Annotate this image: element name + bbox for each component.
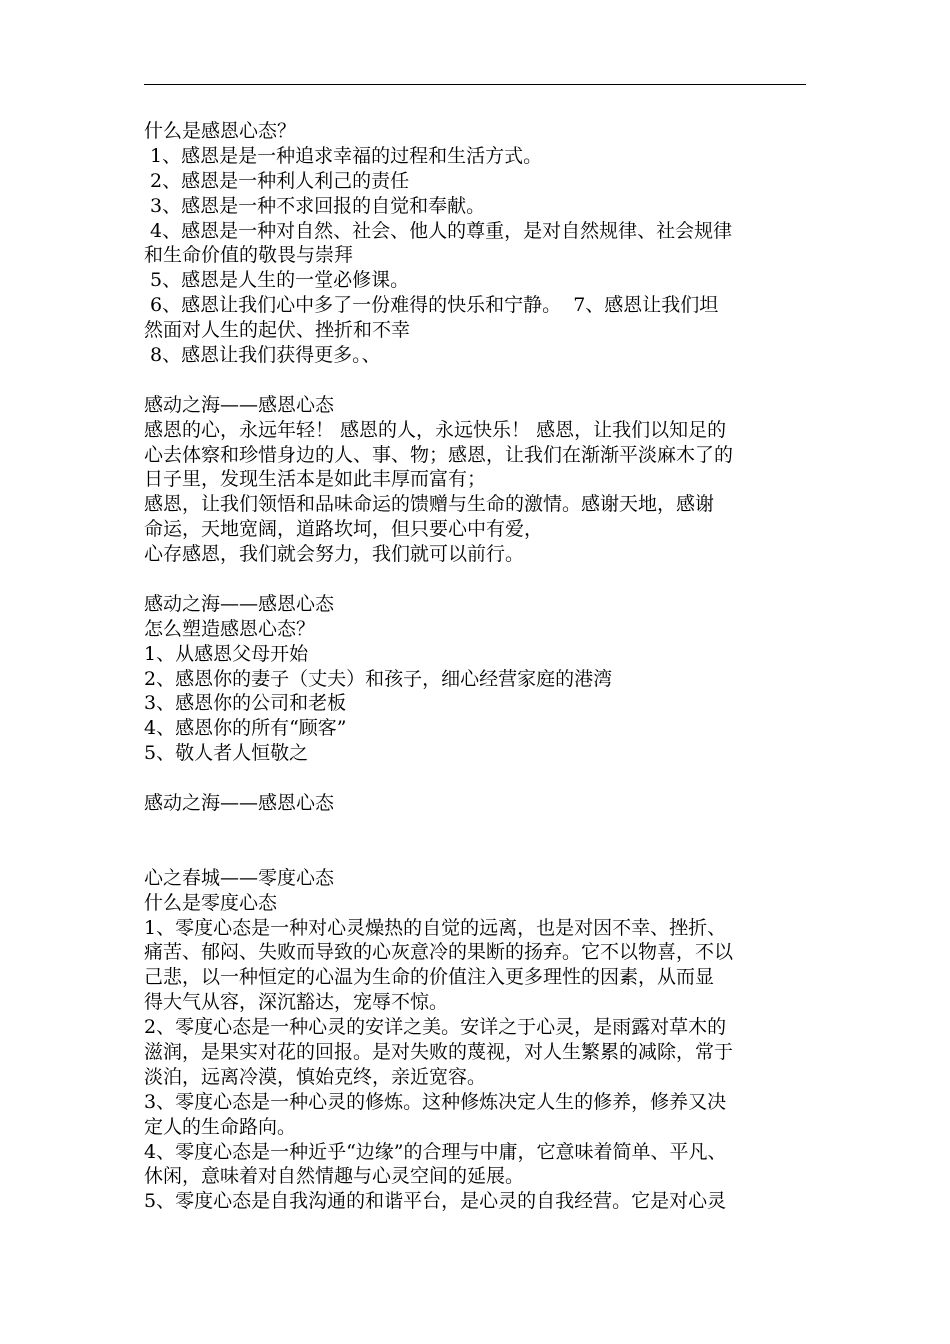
paragraph-line: 然面对人生的起伏、挫折和不幸 [144,319,411,342]
section-title: 感动之海——感恩心态 [144,592,335,615]
blank-line [144,766,810,791]
paragraph-line: 感恩的心，永远年轻！ 感恩的人，永远快乐！ 感恩，让我们以知足的 [144,418,727,441]
paragraph-line: 日子里，发现生活本是如此丰厚而富有； [144,468,487,491]
paragraph-line: 5、零度心态是自我沟通的和谐平台，是心灵的自我经营。它是对心灵 [144,1190,727,1213]
paragraph-line: 3、感恩是一种不求回报的自觉和奉献。 [144,194,486,217]
paragraph-line: 定人的生命路向。 [144,1115,297,1138]
section-title: 什么是感恩心态？ [144,120,297,142]
paragraph-line: 和生命价值的敬畏与崇拜 [144,244,354,267]
paragraph-line: 5、感恩是人生的一堂必修课。 [144,269,410,292]
list-item: 2、感恩你的妻子（丈夫）和孩子，细心经营家庭的港湾 [144,667,613,690]
list-item: 1、从感恩父母开始 [144,642,309,665]
paragraph-line: 心存感恩，我们就会努力，我们就可以前行。 [144,543,525,566]
list-item: 3、感恩你的公司和老板 [144,692,347,715]
paragraph-line: 2、零度心态是一种心灵的安详之美。安详之于心灵，是雨露对草木的 [144,1016,727,1039]
paragraph-line: 2、感恩是一种利人利己的责任 [144,169,410,192]
blank-lines [144,816,810,866]
list-item: 4、感恩你的所有“顾客” [144,717,347,740]
paragraph-line: 8、感恩让我们获得更多。、 [144,344,381,367]
blank-line [144,368,810,393]
paragraph-line: 1、零度心态是一种对心灵燥热的自觉的远离，也是对因不幸、挫折、 [144,916,727,939]
paragraph-line: 4、感恩是一种对自然、社会、他人的尊重，是对自然规律、社会规律 [144,219,733,242]
paragraph-line: 己悲，以一种恒定的心温为生命的价值注入更多理性的因素，从而显 [144,966,715,989]
paragraph-line: 心去体察和珍惜身边的人、事、物；感恩，让我们在渐渐平淡麻木了的 [144,443,734,466]
section-subtitle: 什么是零度心态 [144,891,278,914]
paragraph-line: 1、感恩是是一种追求幸福的过程和生活方式。 [144,144,543,167]
paragraph-line: 命运，天地宽阔，道路坎坷，但只要心中有爱， [144,518,544,541]
paragraph-line: 滋润，是果实对花的回报。是对失败的蔑视，对人生繁累的减除，常于 [144,1040,734,1063]
list-item: 5、敬人者人恒敬之 [144,742,309,765]
paragraph-line: 6、感恩让我们心中多了一份难得的快乐和宁静。 7、感恩让我们坦 [144,294,719,317]
paragraph-line: 得大气从容，深沉豁达，宠辱不惊。 [144,991,449,1014]
paragraph-line: 感恩，让我们领悟和品味命运的馈赠与生命的激情。感谢天地，感谢 [144,493,715,516]
section-title: 心之春城——零度心态 [144,866,335,889]
section-subtitle: 怎么塑造感恩心态？ [144,617,316,640]
paragraph-line: 4、零度心态是一种近乎“边缘”的合理与中庸，它意味着简单、平凡、 [144,1140,727,1163]
header-rule [144,84,806,85]
paragraph-line: 痛苦、郁闷、失败而导致的心灰意冷的果断的扬弃。它不以物喜，不以 [144,941,734,964]
paragraph-line: 3、零度心态是一种心灵的修炼。这种修炼决定人生的修养，修养又决 [144,1090,727,1113]
paragraph-line: 淡泊，远离冷漠，慎始克终，亲近宽容。 [144,1065,487,1088]
section-title: 感动之海——感恩心态 [144,792,335,815]
paragraph-line: 休闲，意味着对自然情趣与心灵空间的延展。 [144,1165,525,1188]
document-body [144,119,810,1214]
blank-line [144,567,810,592]
section-title: 感动之海——感恩心态 [144,393,335,416]
